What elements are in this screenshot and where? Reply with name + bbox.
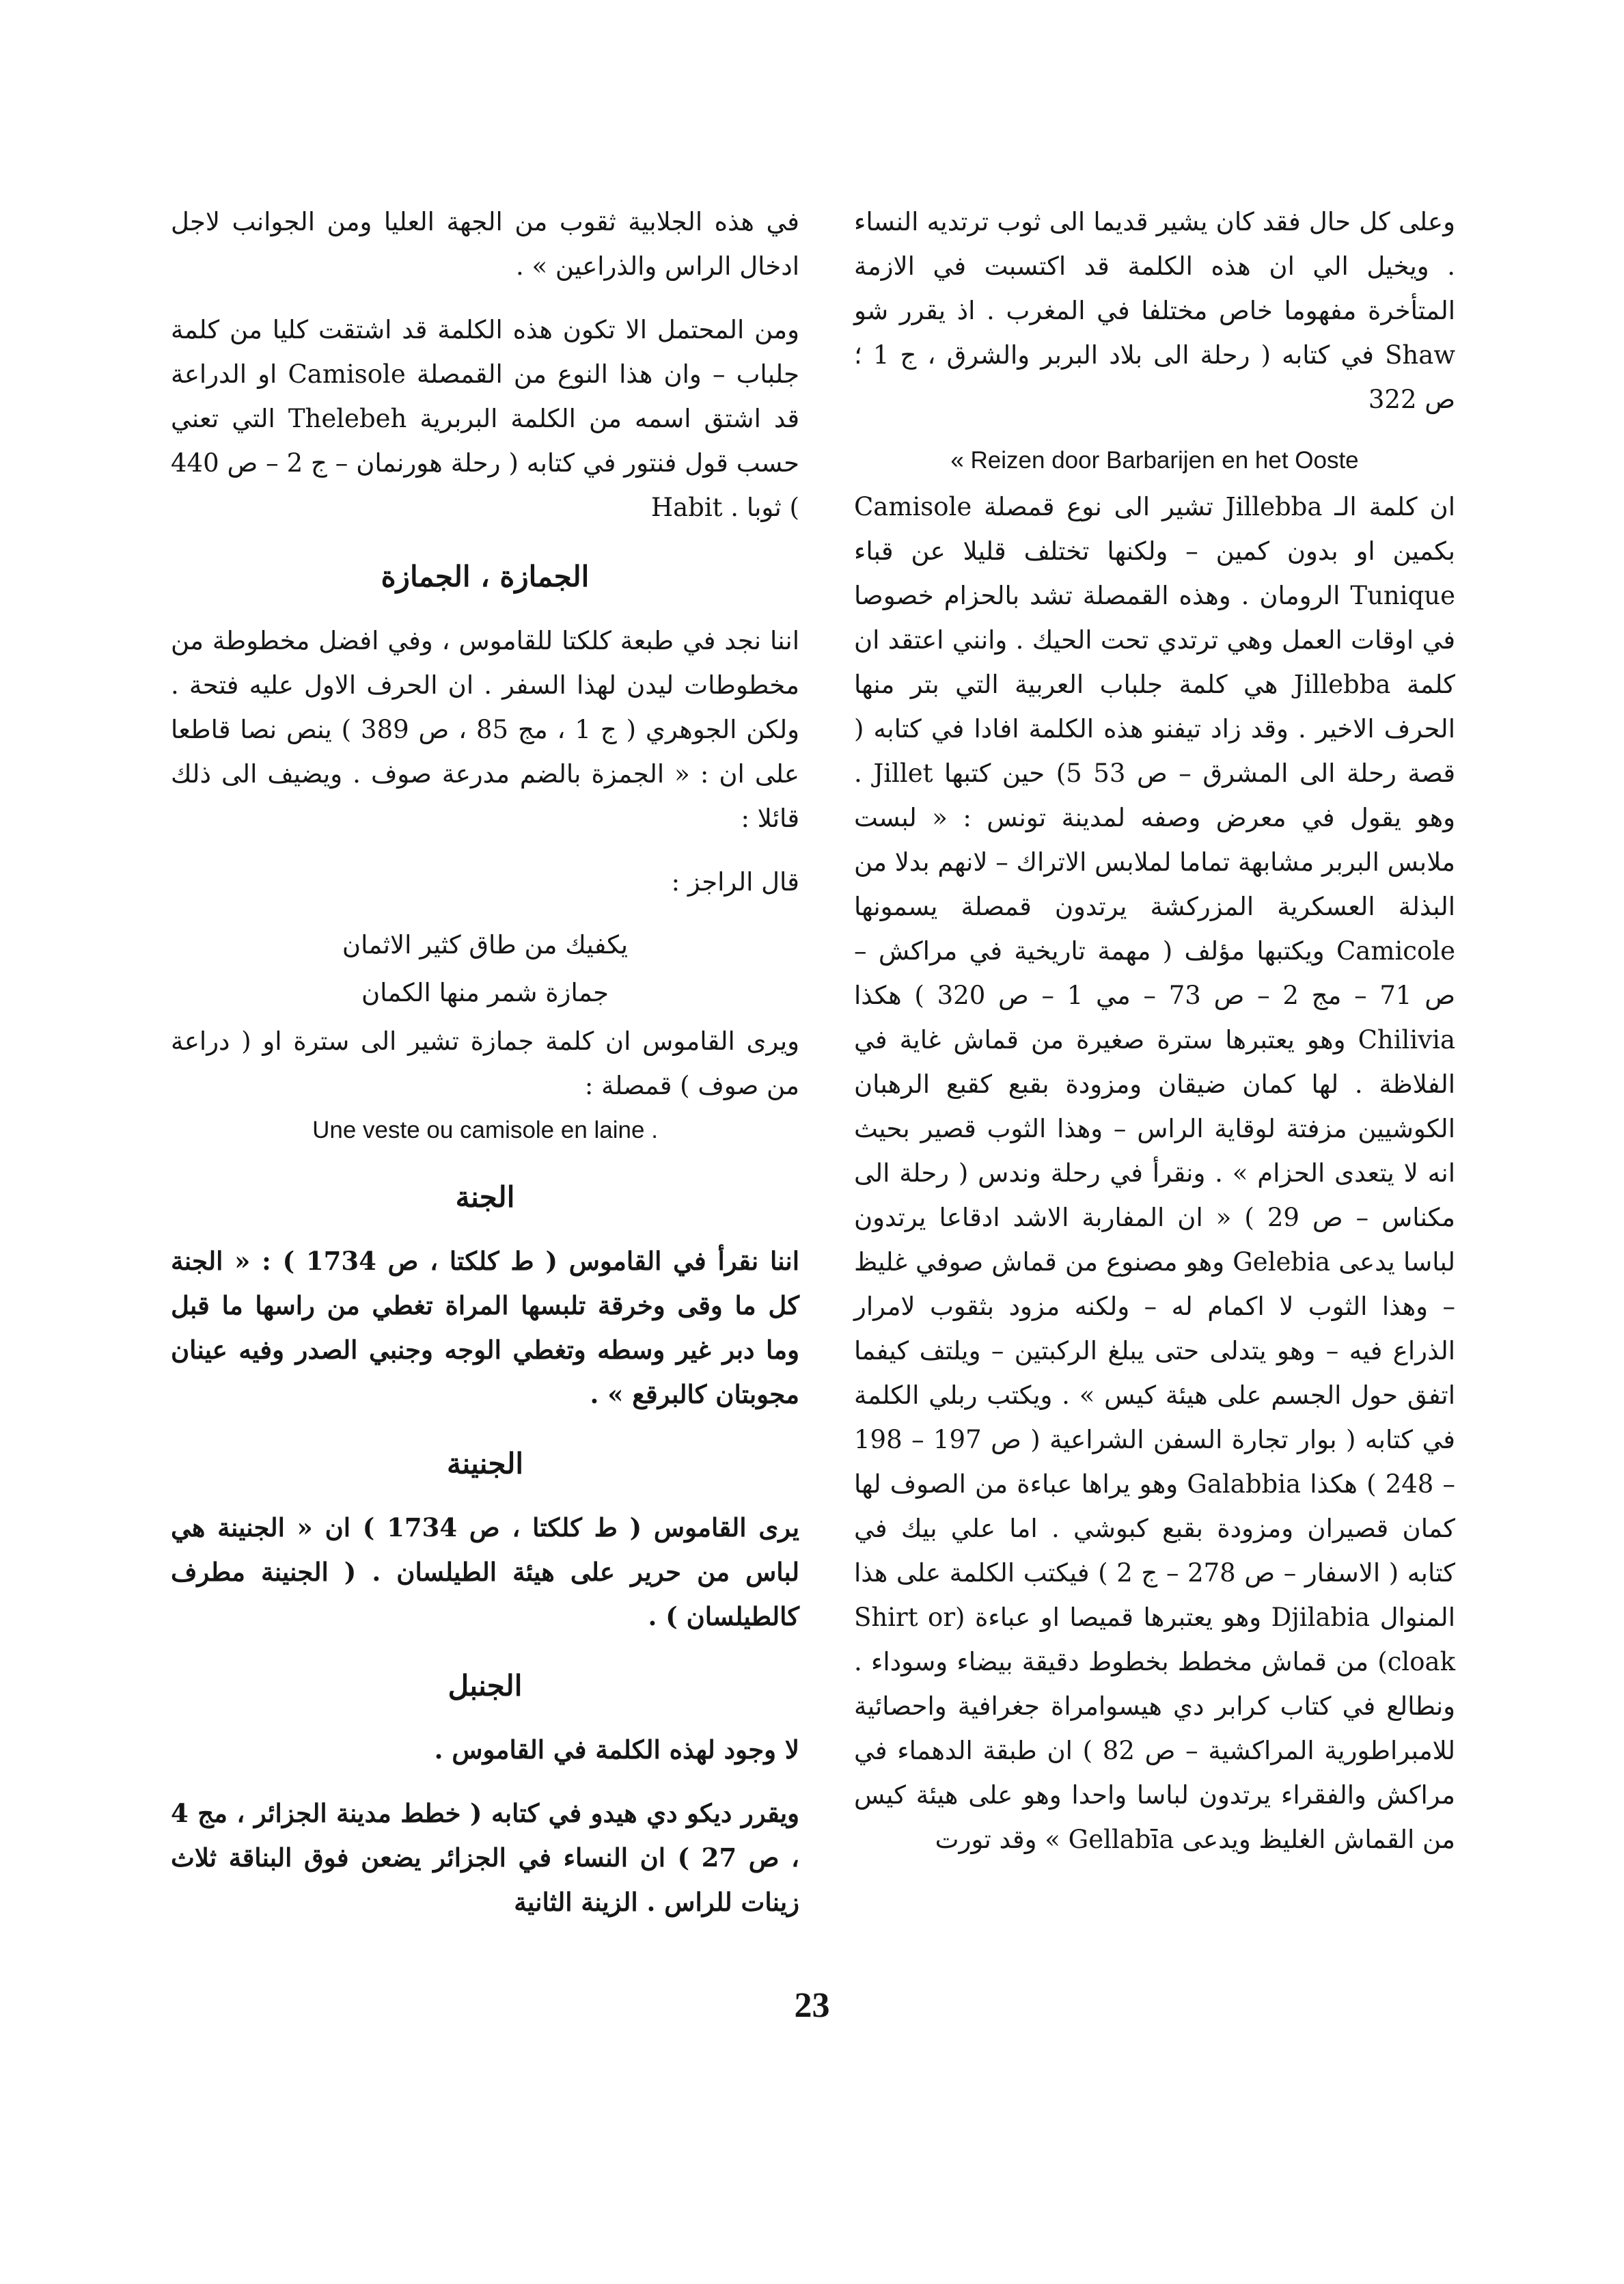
latin-quote: Une veste ou camisole en laine .: [312, 1117, 658, 1143]
verse-line-2: جمازة شمر منها الكمان: [361, 978, 609, 1007]
section-heading-junayna: الجنينة: [446, 1447, 524, 1480]
left-paragraph-5: ويرى القاموس ان كلمة جمازة تشير الى سترة او ( دراعة من صوف ) قمصلة :: [171, 1027, 799, 1100]
section-heading-jummaza: الجمازة ، الجمازة: [381, 560, 590, 593]
left-paragraph-1: في هذه الجلابية ثقوب من الجهة العليا ومن الجوانب لاجل ادخال الراس والذراعين » .: [171, 207, 799, 281]
left-column: [171, 200, 799, 1944]
left-paragraph-6: اننا نقرأ في القاموس ( ط كلكتا ، ص 1734 ) : « الجنة كل ما وقى وخرقة تلبسها المراة تغطي من راسها ما قبل وما دبر غير وسطه وتغطي الوجه وجنبي الصدر وفيه عينان مجوبتان كالبرقع » .: [171, 1246, 799, 1409]
left-paragraph-3: اننا نجد في طبعة كلكتا للقاموس ، وفي افضل مخطوطة من مخطوطات ليدن لهذا السفر . ان الحرف الاول عليه فتحة . ولكن الجوهري ( ج 1 ، مج 85 ، ص 389 ) ينص نصا قاطعا على ان : « الجمزة بالضم مدرعة صوف . ويضيف الى ذلك قائلا :: [171, 626, 799, 833]
section-heading-junna: الجنة: [455, 1180, 515, 1214]
right-column: [854, 200, 1455, 1881]
right-paragraph-2: ان كلمة الـ Jillebba تشير الى نوع قمصلة Camisole بكمين او بدون كمين – ولكنها تختلف قليلا عن قباء Tunique الرومان . وهذه القمصلة تشد بالحزام خصوصا في اوقات العمل وهي ترتدي تحت الحيك . وانني اعتقد ان كلمة Jillebba هي كلمة جلباب العربية التي بتر منها الحرف الاخير . وقد زاد تيفنو هذه الكلمة افادا في كتابه ( قصة رحلة الى المشرق – ص 53 5) حين كتبها Jillet . وهو يقول في معرض وصفه لمدينة تونس : « لبست ملابس البربر مشابهة تماما لملابس الاتراك – لانهم بدلا من البذلة العسكرية المزركشة يرتدون قمصلة يسمونها Camicole ويكتبها مؤلف ( مهمة تاريخية في مراكش – ص 71 – مج 2 – ص 73 – مي 1 – ص 320 ) هكذا Chilivia وهو يعتبرها سترة صغيرة من قماش غاية في الفلاظة . لها كمان ضيقان ومزودة بقبع كقبع الرهبان الكوشيين مزفتة لوقاية الراس – وهذا الثوب قصير بحيث انه لا يتعدى الحزام » . ونقرأ في رحلة وندس ( رحلة الى مكناس – ص 29 ) « ان المفاربة الاشد ادقاعا يرتدون لباسا يدعى Gelebia وهو مصنوع من قماش صوفي غليظ – وهذا الثوب لا اكمام له – ولكنه مزود بثقوب لامرار الذراع فيه – وهو يتدلى حتى يبلغ الركبتين – ويلتف كيفما اتفق حول الجسم على هيئة كيس » . ويكتب ربلي الكلمة في كتابه ( بوار تجارة السفن الشراعية ( ص 197 – 198 – 248 ) هكذا Galabbia وهو يراها عباءة من الصوف لها كمان قصيران ومزودة بقبع كبوشي . اما علي بيك في كتابه ( الاسفار – ص 278 – ج 2 ) فيكتب الكلمة على هذا المنوال Djilabia وهو يعتبرها قميصا او عباءة (Shirt or cloak) من قماش مخطط بخطوط دقيقة بيضاء وسوداء . ونطالع في كتاب كرابر دي هيسوامراة جغرافية واحصائية للامبراطورية المراكشية – ص 82 ) ان طبقة الدهماء في مراكش والفقراء يرتدون لباسا واحدا وهو على هيئة كيس من القماش الغليظ ويدعى Gellabīa » وقد تورت: [854, 492, 1456, 1854]
left-paragraph-9: ويقرر ديكو دي هيدو في كتابه ( خطط مدينة الجزائر ، مج 4 ، ص 27 ) ان النساء في الجزائر يضعن فوق البناقة ثلاث زينات للراس . الزينة الثانية: [171, 1798, 799, 1917]
left-paragraph-2: ومن المحتمل الا تكون هذه الكلمة قد اشتقت كليا من كلمة جلباب – وان هذا النوع من القمصلة Camisole او الدراعة قد اشتق اسمه من الكلمة البربرية Thelebeh التي تعني حسب قول فنتور في كتابه ( رحلة هورنمان – ج 2 – ص 440 ) ثوبا . Habit: [171, 315, 799, 522]
latin-book-title: « Reizen door Barbarijen en het Ooste: [950, 447, 1359, 474]
right-paragraph-1: وعلى كل حال فقد كان يشير قديما الى ثوب ترتديه النساء . ويخيل الي ان هذه الكلمة قد اكتسبت في الازمة المتأخرة مفهوما خاص مختلفا في المغرب . اذ يقرر شو Shaw في كتابه ( رحلة الى بلاد البربر والشرق ، ج 1 ؛ ص 322: [854, 207, 1455, 414]
page-number: 23: [794, 1986, 830, 2025]
section-heading-junbul: الجنبل: [448, 1669, 523, 1702]
left-paragraph-8: لا وجود لهذه الكلمة في القاموس .: [434, 1735, 799, 1765]
left-paragraph-4: قال الراجز :: [671, 867, 799, 897]
left-paragraph-7: يرى القاموس ( ط كلكتا ، ص 1734 ) ان « الجنينة هي لباس من حرير على هيئة الطيلسان . ( الجنينة مطرف كالطيلسان ) .: [171, 1512, 799, 1631]
verse-line-1: يكفيك من طاق كثير الاثمان: [342, 930, 629, 960]
